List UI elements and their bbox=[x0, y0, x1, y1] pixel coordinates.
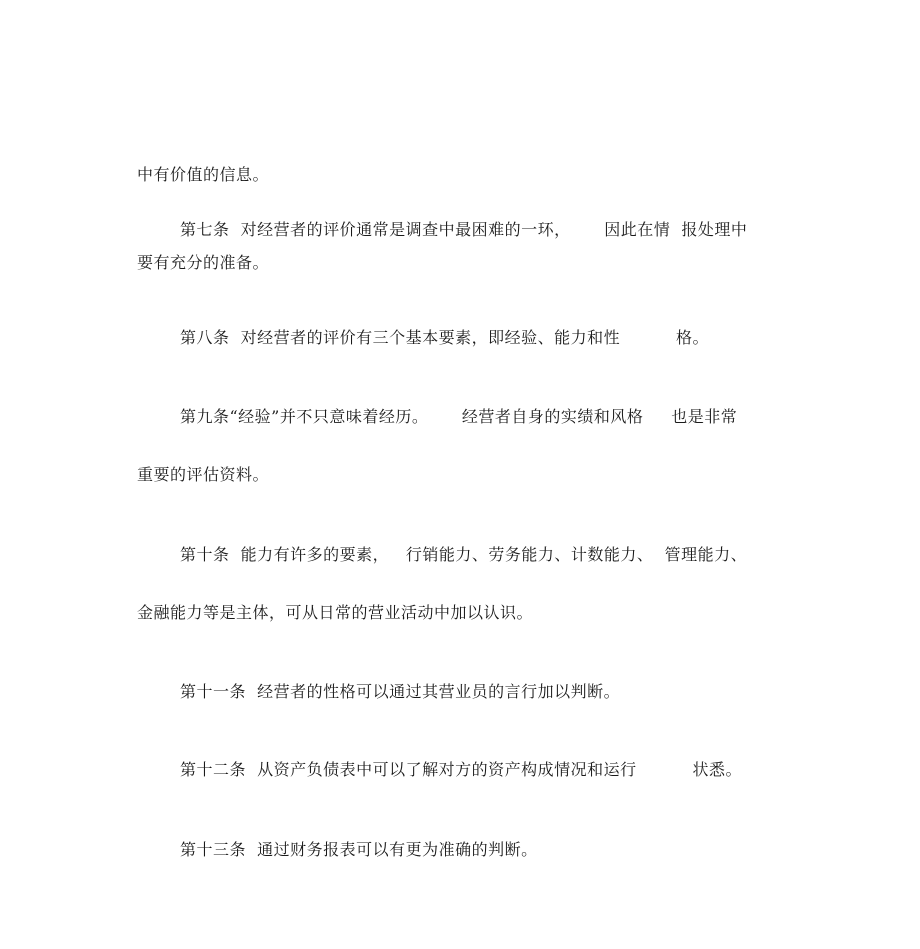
article-13: 第十三条 通过财务报表可以有更为准确的判断。 bbox=[180, 840, 538, 859]
text-line: 中有价值的信息。 bbox=[137, 165, 270, 184]
article-7-line-2: 要有充分的准备。 bbox=[137, 253, 270, 272]
article-10-line-2: 金融能力等是主体，可从日常的营业活动中加以认识。 bbox=[137, 603, 534, 622]
article-11: 第十一条 经营者的性格可以通过其营业员的言行加以判断。 bbox=[180, 682, 621, 701]
article-12: 第十二条 从资产负债表中可以了解对方的资产构成情况和运行 状悉。 bbox=[180, 760, 743, 779]
article-10-line-1: 第十条 能力有许多的要素， 行销能力、劳务能力、计数能力、 管理能力、 bbox=[180, 545, 748, 564]
article-7-line-1: 第七条 对经营者的评价通常是调查中最困难的一环， 因此在情 报处理中 bbox=[180, 220, 748, 239]
article-8: 第八条 对经营者的评价有三个基本要素，即经验、能力和性 格。 bbox=[180, 328, 710, 347]
article-9-line-1: 第九条“经验”并不只意味着经历。 经营者自身的实绩和风格 也是非常 bbox=[180, 407, 738, 426]
article-9-line-2: 重要的评估资料。 bbox=[137, 465, 270, 484]
